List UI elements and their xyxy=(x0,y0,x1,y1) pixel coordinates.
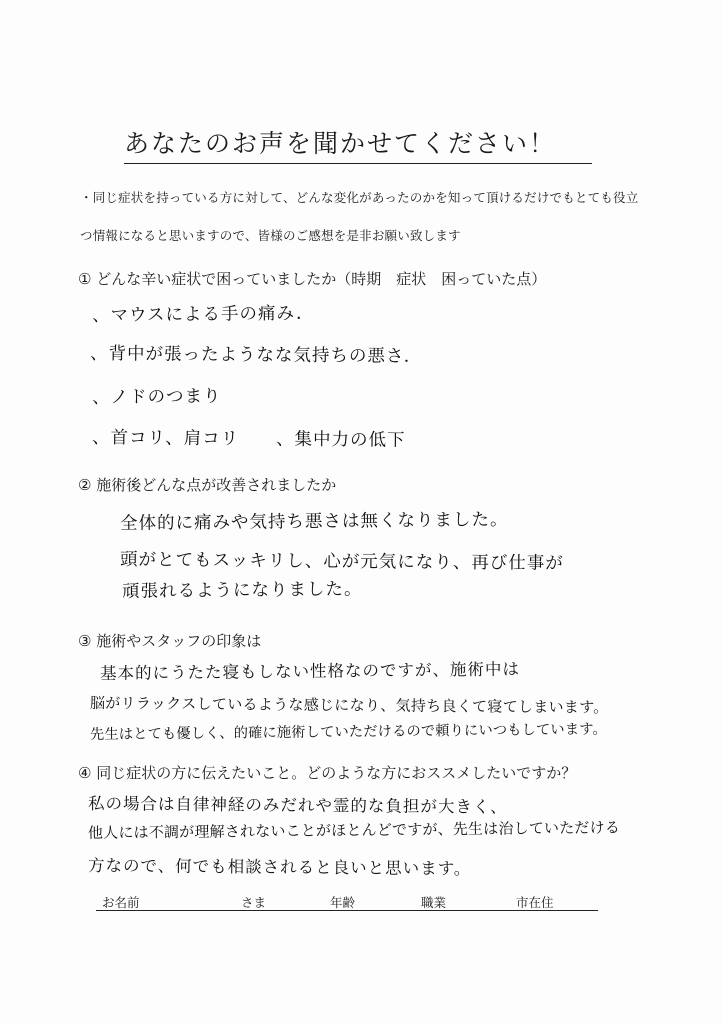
question-1-label: ① どんな辛い症状で困っていましたか（時期 症状 困っていた点） xyxy=(78,270,547,288)
question-2-answer-3: 頑張れるようになりました。 xyxy=(121,579,363,602)
question-4-label: ④ 同じ症状の方に伝えたいこと。どのような方におススメしたいですか？ xyxy=(78,764,577,782)
footer-underline xyxy=(96,910,598,911)
question-2-answer-1: 全体的に痛みや気持ち悪さは無くなりました。 xyxy=(119,509,509,534)
footer-honorific-label: さま xyxy=(241,895,267,910)
question-4-answer-2: 他人には不調が理解されないことがほとんどですが、先生は治していただける xyxy=(87,818,621,842)
question-3-answer-1: 基本的にうたた寝もしない性格なのですが、施術中は xyxy=(99,659,521,683)
question-2-label: ② 施術後どんな点が改善されましたか xyxy=(78,476,337,494)
question-1-answer-4: 、首コリ、肩コリ 、集中力の低下 xyxy=(91,428,406,451)
intro-line-1: ・同じ症状を持っている方に対して、どんな変化があったのかを知って頂けるだけでもとても役立 xyxy=(80,190,639,205)
question-3-answer-3: 先生はとても優しく、的確に施術していただけるので頼りにいつもしています。 xyxy=(89,721,607,743)
question-4-answer-1: 私の場合は自律神経のみだれや霊的な負担が大きく、 xyxy=(87,794,508,817)
footer-name-label: お名前 xyxy=(102,895,140,910)
page-title: あなたのお声を聞かせてください！ xyxy=(124,124,592,164)
question-1-answer-2: 、背中が張ったようなな気持ちの悪さ． xyxy=(89,344,423,367)
intro-line-2: つ情報になると思いますので、皆様のご感想を是非お願い致します xyxy=(80,228,461,243)
question-2-answer-2: 頭がとてもスッキリし、心が元気になり、再び仕事が xyxy=(119,550,564,574)
footer-age-label: 年齢 xyxy=(330,895,356,910)
question-1-answer-1: 、マウスによる手の痛み． xyxy=(91,303,315,326)
question-3-answer-2: 脳がリラックスしているような感じになり、気持ち良くて寝てしまいます。 xyxy=(89,694,609,717)
question-3-label: ③ 施術やスタッフの印象は xyxy=(78,632,262,650)
footer-job-label: 職業 xyxy=(421,895,447,910)
question-1-answer-3: 、ノドのつまり xyxy=(91,386,222,408)
question-4-answer-3: 方なので、何でも相談されると良いと思います。 xyxy=(87,856,472,879)
footer-city-label: 市在住 xyxy=(516,895,554,910)
